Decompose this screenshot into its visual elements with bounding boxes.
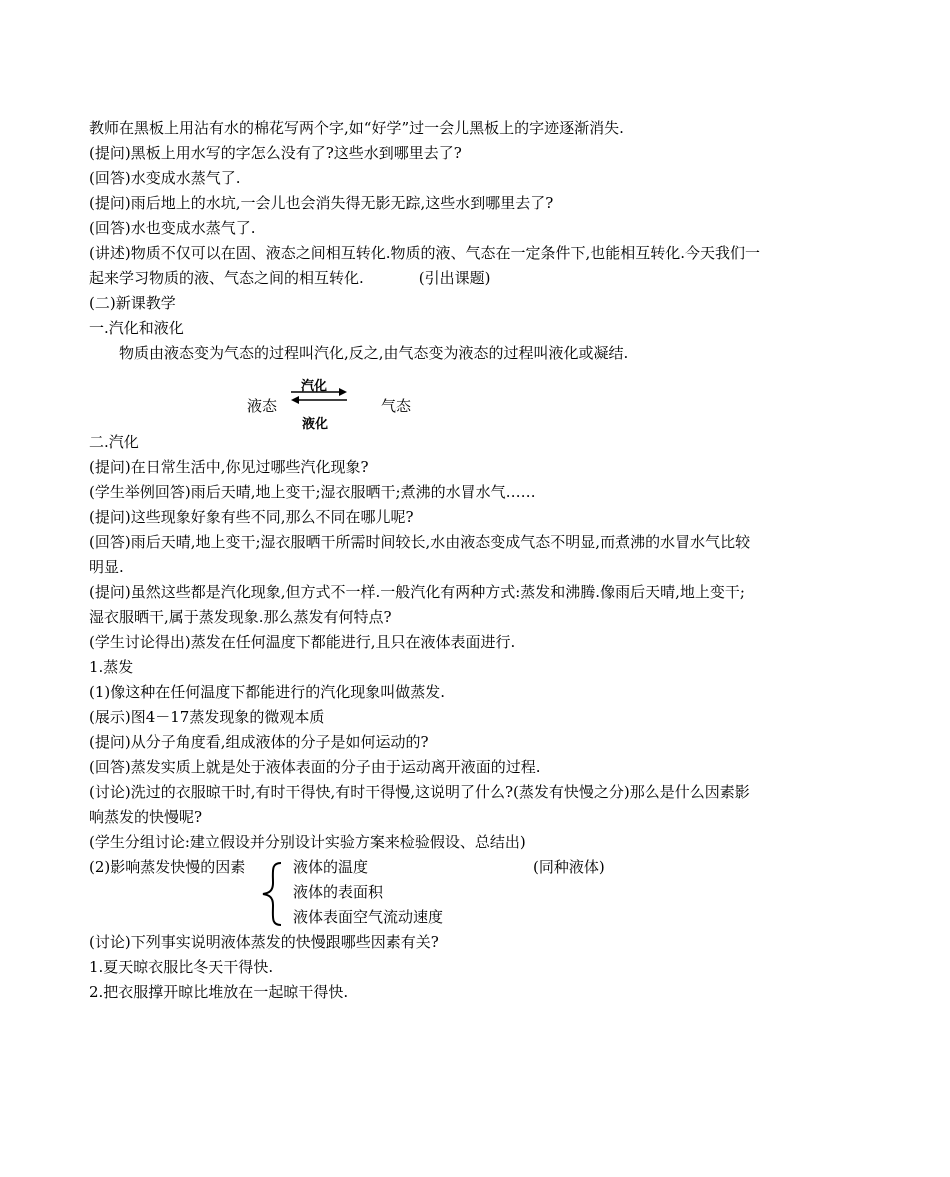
lecture-line-1: (讲述)物质不仅可以在固、液态之间相互转化.物质的液、气态在一定条件下,也能相互转化.今天我们一 (89, 244, 761, 262)
discussion-line-1: (讨论)洗过的衣服晾干时,有时干得快,有时干得慢,这说明了什么?(蒸发有快慢之分)那么是什么因素影 (89, 783, 750, 801)
text-line: (回答)蒸发实质上就是处于液体表面的分子由于运动离开液面的过程. (89, 758, 541, 776)
heading-vaporization: 二.汽化 (89, 433, 139, 451)
heading-vaporization-liquefaction: 一.汽化和液化 (89, 319, 184, 337)
phase-change-diagram (89, 380, 869, 442)
text-line: (提问)这些现象好象有些不同,那么不同在哪儿呢? (89, 508, 414, 526)
group-discussion: (学生分组讨论:建立假设并分别设计实验方案来检验假设、总结出) (89, 833, 526, 851)
factor-item: 液体表面空气流动速度 (293, 908, 444, 926)
factors-list (293, 855, 443, 930)
subheading-evaporation: 1.蒸发 (89, 658, 134, 676)
section-heading-new-lesson: (二)新课教学 (89, 294, 176, 312)
double-arrow-icon (289, 386, 349, 410)
arrow-label-vaporization: 汽化 (301, 379, 328, 394)
factor-item: 液体的温度 (293, 858, 369, 876)
text-line: (回答)水变成水蒸气了. (89, 169, 241, 187)
factors-note: (同种液体) (533, 858, 605, 876)
text-line: (学生讨论得出)蒸发在任何温度下都能进行,且只在液体表面进行. (89, 633, 516, 651)
text-line: (提问)从分子角度看,组成液体的分子是如何运动的? (89, 733, 429, 751)
lecture-text: 起来学习物质的液、气态之间的相互转化. (89, 269, 364, 287)
definition-text: 物质由液态变为气态的过程叫汽化,反之,由气态变为液态的过程叫液化或凝结. (119, 344, 629, 362)
text-line: 教师在黑板上用沾有水的棉花写两个字,如“好学”过一会儿黑板上的字迹逐渐消失. (89, 119, 624, 137)
text-line: 2.把衣服撑开晾比堆放在一起晾干得快. (89, 983, 349, 1001)
answer-diff-line-2: 明显. (89, 558, 124, 576)
discussion-line-2: 响蒸发的快慢呢? (89, 808, 203, 826)
curly-brace-icon (259, 861, 289, 927)
text-line: (提问)雨后地上的水坑,一会儿也会消失得无影无踪,这些水到哪里去了? (89, 194, 554, 212)
state-gas: 气态 (381, 397, 412, 415)
arrow-label-liquefaction: 液化 (302, 417, 329, 432)
question-ways-line-2: 湿衣服晒干,属于蒸发现象.那么蒸发有何特点? (89, 608, 392, 626)
question-ways-line-1: (提问)虽然这些都是汽化现象,但方式不一样.一般汽化有两种方式:蒸发和沸腾.像雨后天晴,地上变干; (89, 583, 745, 601)
state-liquid: 液态 (247, 397, 278, 415)
document-page (89, 116, 869, 1005)
text-line: (讨论)下列事实说明液体蒸发的快慢跟哪些因素有关? (89, 933, 439, 951)
answer-diff-line-1: (回答)雨后天晴,地上变干;湿衣服晒干所需时间较长,水由液态变成气态不明显,而煮沸的水冒水气比较 (89, 533, 751, 551)
lecture-note: (引出课题) (418, 269, 491, 287)
factors-block (89, 855, 869, 930)
factor-item: 液体的表面积 (293, 883, 384, 901)
text-line: (提问)黑板上用水写的字怎么没有了?这些水到哪里去了? (89, 144, 462, 162)
text-line: (展示)图4－17蒸发现象的微观本质 (89, 708, 325, 726)
text-line: (回答)水也变成水蒸气了. (89, 219, 256, 237)
text-line: (学生举例回答)雨后天晴,地上变干;湿衣服晒干;煮沸的水冒水气…… (89, 483, 536, 501)
text-line: (1)像这种在任何温度下都能进行的汽化现象叫做蒸发. (89, 683, 446, 701)
text-line: 1.夏天晾衣服比冬天干得快. (89, 958, 274, 976)
text-line: (提问)在日常生活中,你见过哪些汽化现象? (89, 458, 369, 476)
factors-lead: (2)影响蒸发快慢的因素 (89, 858, 246, 876)
lecture-line-2 (89, 266, 869, 291)
